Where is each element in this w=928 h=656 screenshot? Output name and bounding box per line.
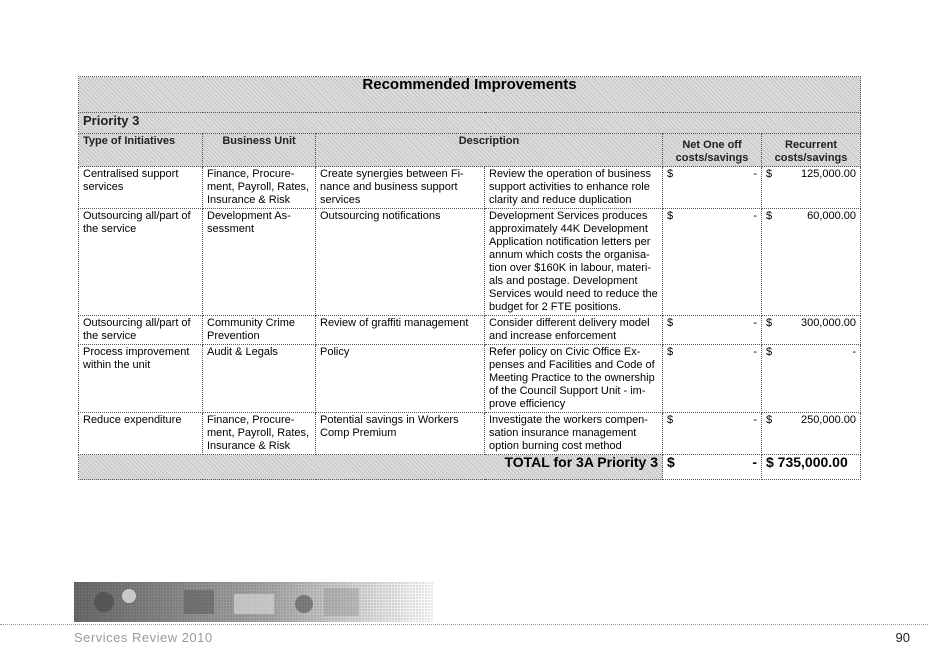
table-row	[79, 167, 861, 209]
page-number: 90	[895, 630, 910, 645]
recurrent-value: -	[852, 346, 857, 358]
cell-net	[663, 413, 762, 455]
total-label: TOTAL for 3A Priority 3	[79, 455, 663, 480]
recommended-improvements-table	[78, 76, 861, 480]
cell-recurrent	[762, 345, 861, 413]
recurrent-currency: $	[766, 317, 773, 329]
cell-desc-detail: Refer policy on Civic Office Ex-penses and Facilities and Code of Meeting Practice to the ownership of the Council Support Unit - im-prove efficiency	[485, 345, 663, 413]
total-net-currency: $	[667, 454, 675, 470]
net-currency: $	[667, 414, 674, 426]
recurrent-currency: $	[766, 210, 773, 222]
cell-unit: Community Crime Prevention	[203, 316, 316, 345]
cell-unit: Audit & Legals	[203, 345, 316, 413]
cell-desc-detail: Investigate the workers compen-sation insurance management option burning cost method	[485, 413, 663, 455]
header-recurrent: Recurrent costs/savings	[762, 134, 861, 167]
recurrent-currency: $	[766, 414, 773, 426]
cell-desc-summary: Review of graffiti management	[316, 316, 485, 345]
total-recurrent: $ 735,000.00	[762, 455, 861, 480]
table-row	[79, 209, 861, 316]
total-net	[663, 455, 762, 480]
net-value: -	[753, 210, 757, 222]
footer-photo-banner	[74, 582, 434, 622]
cell-recurrent	[762, 413, 861, 455]
cell-desc-summary: Outsourcing notifications	[316, 209, 485, 316]
net-currency: $	[667, 168, 674, 180]
total-row	[79, 455, 861, 480]
cell-type: Outsourcing all/part of the service	[79, 209, 203, 316]
photo-collage-image	[74, 582, 434, 622]
header-description: Description	[316, 134, 663, 167]
cell-unit: Finance, Procure-ment, Payroll, Rates, Insurance & Risk	[203, 413, 316, 455]
cell-desc-detail: Development Services produces approximately 44K Development Application notification letters per annum which costs the organisa-tion over $160K in labour, materi-als and postage. Development Services would need to reduce the budget for 2 FTE positions.	[485, 209, 663, 316]
cell-desc-detail: Consider different delivery model and increase enforcement	[485, 316, 663, 345]
cell-recurrent	[762, 316, 861, 345]
cell-recurrent	[762, 167, 861, 209]
cell-type: Process improvement within the unit	[79, 345, 203, 413]
footer-title: Services Review 2010	[74, 630, 213, 645]
net-value: -	[753, 168, 757, 180]
table-row	[79, 316, 861, 345]
header-type: Type of Initiatives	[79, 134, 203, 167]
cell-net	[663, 316, 762, 345]
cell-unit: Finance, Procure-ment, Payroll, Rates, Insurance & Risk	[203, 167, 316, 209]
cell-type: Outsourcing all/part of the service	[79, 316, 203, 345]
cell-recurrent	[762, 209, 861, 316]
net-value: -	[753, 317, 757, 329]
cell-net	[663, 167, 762, 209]
cell-unit: Development As-sessment	[203, 209, 316, 316]
total-net-value: -	[752, 454, 757, 470]
cell-net	[663, 345, 762, 413]
recurrent-value: 60,000.00	[807, 210, 857, 222]
net-currency: $	[667, 317, 674, 329]
cell-desc-summary: Potential savings in Workers Comp Premium	[316, 413, 485, 455]
net-currency: $	[667, 210, 674, 222]
cell-type: Centralised support services	[79, 167, 203, 209]
recurrent-value: 125,000.00	[800, 168, 857, 180]
cell-net	[663, 209, 762, 316]
recurrent-currency: $	[766, 168, 773, 180]
table-row	[79, 413, 861, 455]
net-value: -	[753, 346, 757, 358]
header-net: Net One off costs/savings	[663, 134, 762, 167]
cell-desc-detail: Review the operation of business support activities to enhance role clarity and reduce duplication	[485, 167, 663, 209]
cell-desc-summary: Policy	[316, 345, 485, 413]
net-value: -	[753, 414, 757, 426]
table-row	[79, 345, 861, 413]
net-currency: $	[667, 346, 674, 358]
recurrent-currency: $	[766, 346, 773, 358]
table-title: Recommended Improvements	[79, 77, 861, 113]
priority-label: Priority 3	[79, 113, 861, 134]
header-unit: Business Unit	[203, 134, 316, 167]
footer-divider	[0, 624, 928, 625]
recurrent-value: 250,000.00	[800, 414, 857, 426]
cell-desc-summary: Create synergies between Fi-nance and business support services	[316, 167, 485, 209]
cell-type: Reduce expenditure	[79, 413, 203, 455]
recurrent-value: 300,000.00	[800, 317, 857, 329]
